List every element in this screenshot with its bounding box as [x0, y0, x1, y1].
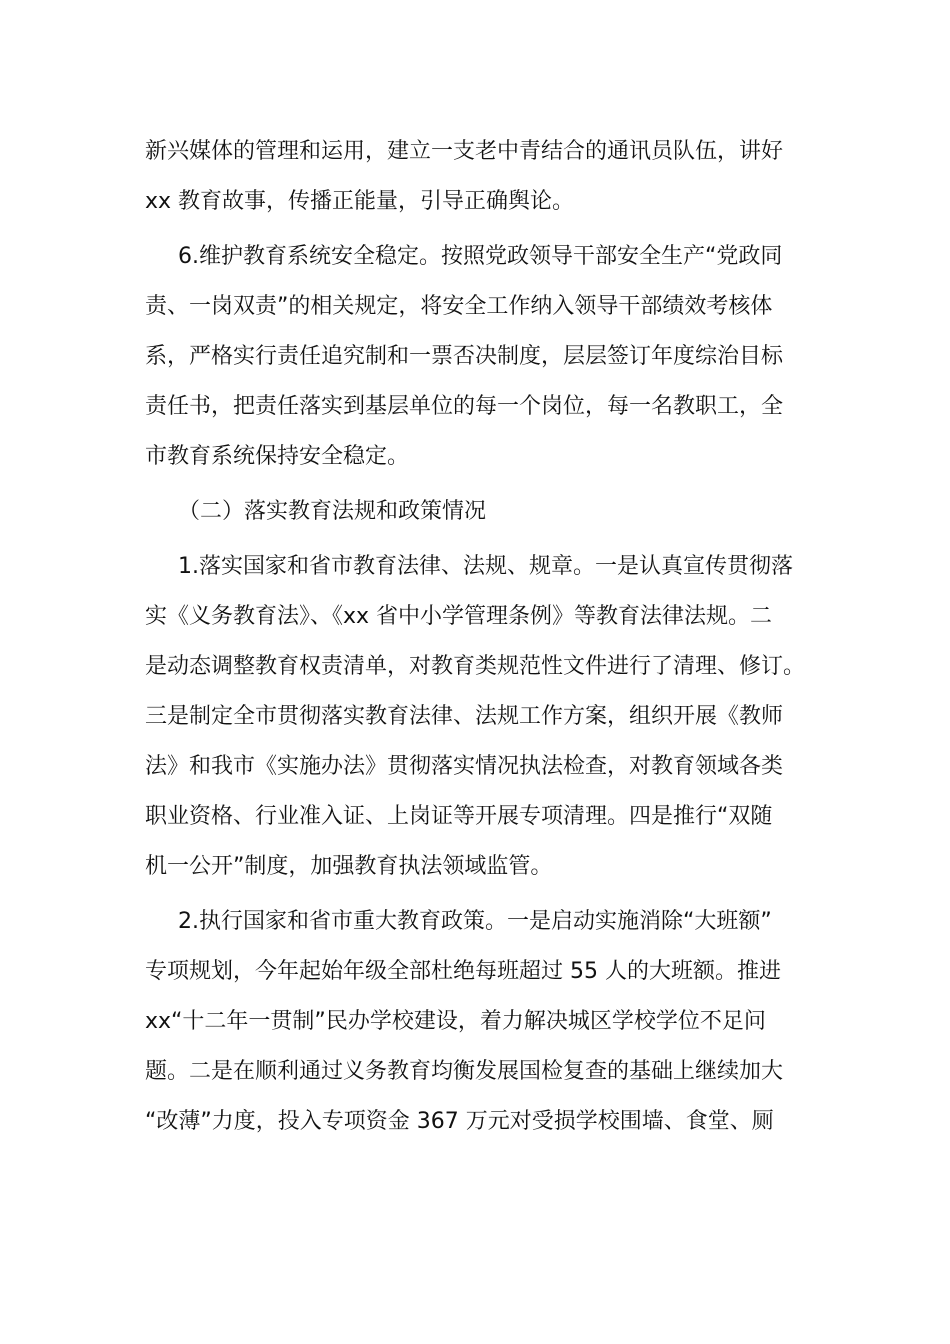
text-line: 机一公开”制度，加强教育执法领域监管。 [145, 854, 553, 879]
text-line: 责任书，把责任落实到基层单位的每一个岗位，每一名教职工，全 [145, 394, 784, 419]
text-line: 新兴媒体的管理和运用，建立一支老中青结合的通讯员队伍，讲好 [145, 139, 784, 164]
text-line: 系，严格实行责任追究制和一票否决制度，层层签订年度综治目标 [145, 344, 784, 369]
text-line: xx 教育故事，传播正能量，引导正确舆论。 [145, 189, 575, 214]
text-line: xx“十二年一贯制”民办学校建设，着力解决城区学校学位不足问 [145, 1009, 766, 1034]
text-line: “改薄”力度，投入专项资金 367 万元对受损学校围墙、食堂、厕 [145, 1109, 774, 1134]
text-line: 市教育系统保持安全稳定。 [145, 444, 410, 469]
text-line: 法》和我市《实施办法》贯彻落实情况执法检查，对教育领域各类 [145, 754, 784, 779]
text-line: 题。二是在顺利通过义务教育均衡发展国检复查的基础上继续加大 [145, 1059, 784, 1084]
text-line: 职业资格、行业准入证、上岗证等开展专项清理。四是推行“双随 [145, 804, 773, 829]
section-heading: （二）落实教育法规和政策情况 [178, 499, 487, 524]
paragraph-first-line: 2.执行国家和省市重大教育政策。一是启动实施消除“大班额” [178, 909, 772, 934]
text-line: 责、一岗双责”的相关规定，将安全工作纳入领导干部绩效考核体 [145, 294, 773, 319]
text-line: 实《义务教育法》、《xx 省中小学管理条例》等教育法律法规。二 [145, 604, 773, 629]
paragraph-first-line: 6.维护教育系统安全稳定。按照党政领导干部安全生产“党政同 [178, 244, 783, 269]
paragraph-first-line: 1.落实国家和省市教育法律、法规、规章。一是认真宣传贯彻落 [178, 554, 793, 579]
text-line: 三是制定全市贯彻落实教育法律、法规工作方案，组织开展《教师 [145, 704, 784, 729]
text-line: 专项规划，今年起始年级全部杜绝每班超过 55 人的大班额。推进 [145, 959, 781, 984]
text-line: 是动态调整教育权责清单，对教育类规范性文件进行了清理、修订。 [145, 654, 805, 679]
